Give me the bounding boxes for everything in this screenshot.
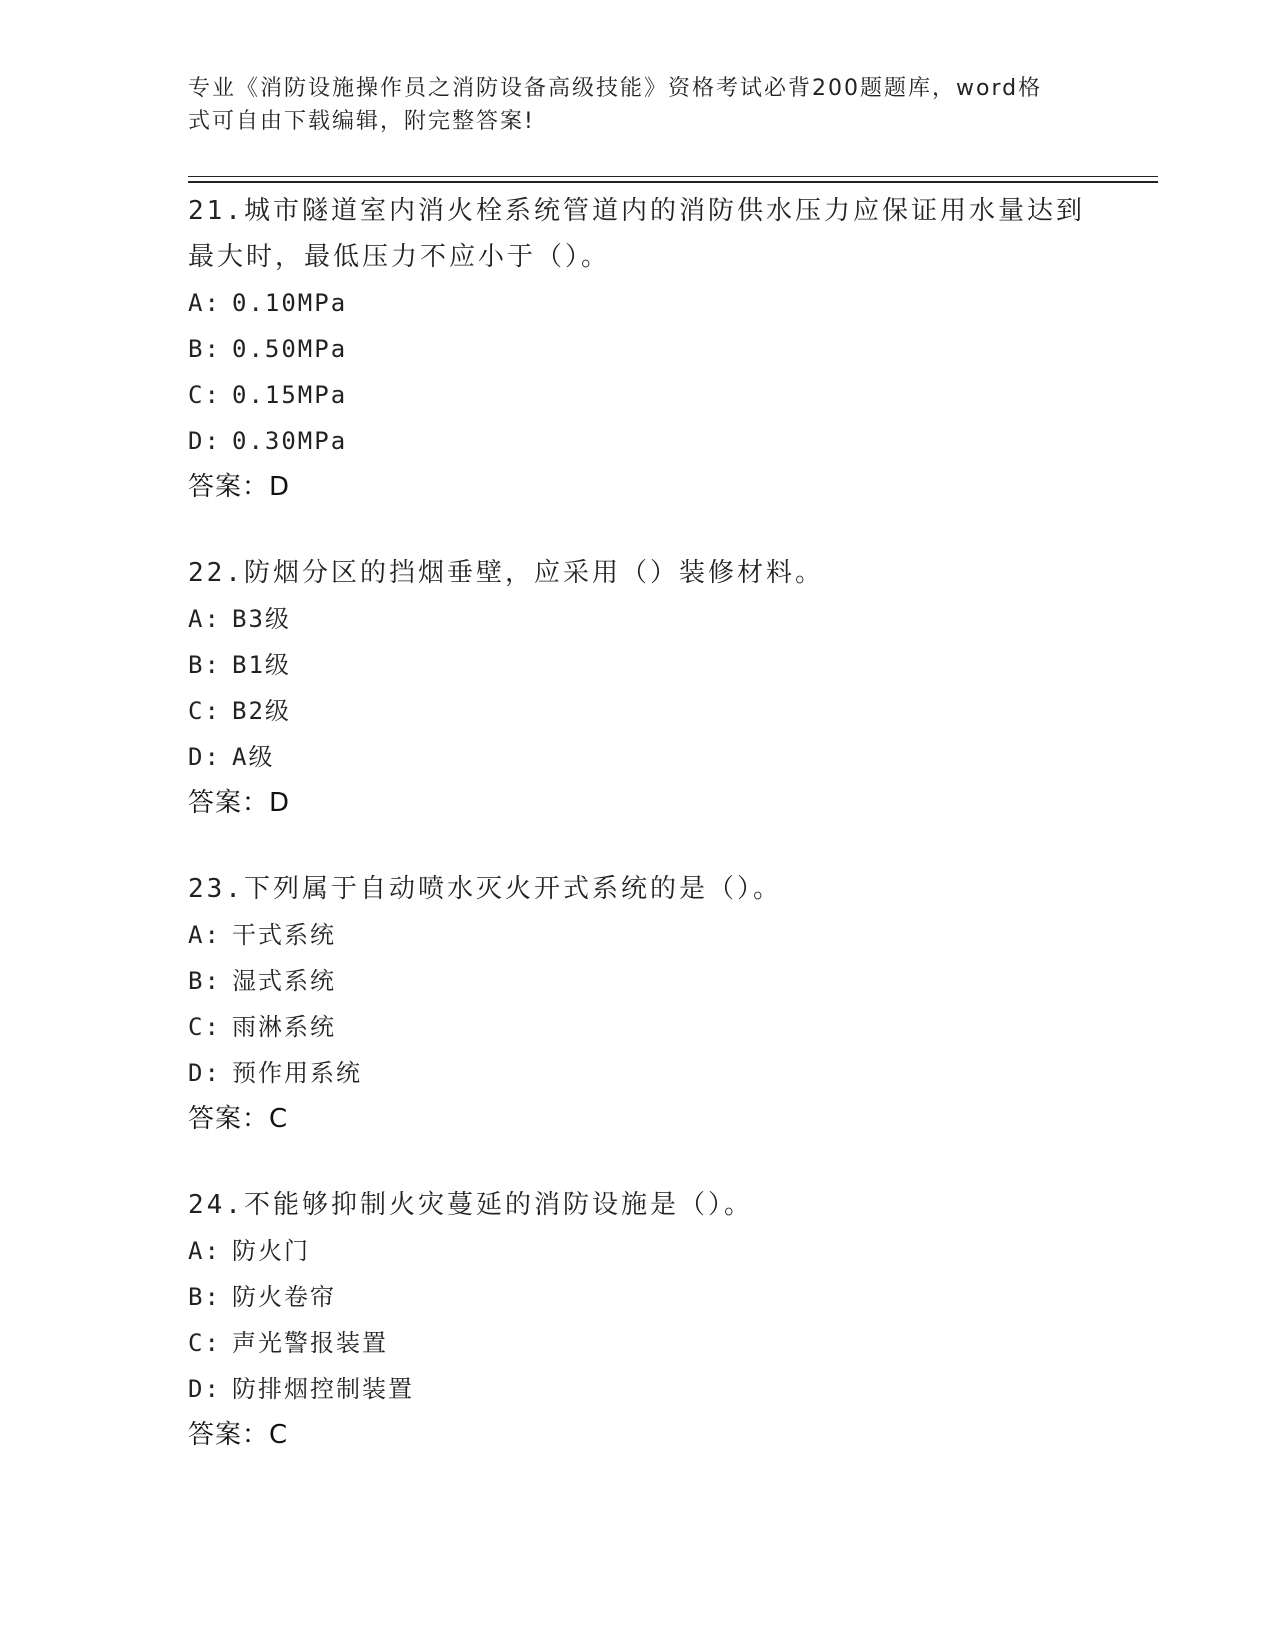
option-label: D: [188,743,221,771]
question-stem-line: 24.不能够抑制火灾蔓延的消防设施是（）。 [188,1190,753,1220]
option-c [188,688,1088,734]
option-b [188,1274,1088,1320]
header-line-2: 式可自由下载编辑，附完整答案! [188,109,535,134]
question-23 [188,866,1088,1142]
option-label: C: [188,381,221,409]
option-text: 0.10MPa [232,289,348,317]
option-text: 干式系统 [232,921,336,949]
option-label: C: [188,1329,221,1357]
option-d [188,1050,1088,1096]
option-text: 0.50MPa [232,335,348,363]
option-text: 防排烟控制装置 [232,1375,414,1403]
option-label: B: [188,335,221,363]
option-a [188,280,1088,326]
question-stem-line: 最大时，最低压力不应小于（）。 [188,242,611,272]
question-list [188,188,1088,1498]
option-label: A: [188,289,221,317]
answer-line: 答案：D [188,472,291,502]
option-label: D: [188,1059,221,1087]
option-label: D: [188,427,221,455]
option-text: 0.15MPa [232,381,348,409]
option-text: B1级 [232,651,291,679]
option-d [188,1366,1088,1412]
option-label: A: [188,1237,221,1265]
option-label: C: [188,1013,221,1041]
option-c [188,372,1088,418]
option-b [188,326,1088,372]
option-label: B: [188,651,221,679]
option-text: B2级 [232,697,291,725]
option-c [188,1004,1088,1050]
question-24 [188,1182,1088,1458]
document-header [188,72,1068,138]
option-text: 声光警报装置 [232,1329,388,1357]
option-text: 预作用系统 [232,1059,362,1087]
option-label: A: [188,605,221,633]
question-22 [188,550,1088,826]
option-text: 湿式系统 [232,967,336,995]
option-b [188,642,1088,688]
option-text: 防火门 [232,1237,310,1265]
option-label: B: [188,1283,221,1311]
option-a [188,596,1088,642]
answer-line: 答案：D [188,788,291,818]
question-stem-line: 22.防烟分区的挡烟垂壁，应采用（）装修材料。 [188,558,824,588]
option-label: C: [188,697,221,725]
option-a [188,1228,1088,1274]
option-c [188,1320,1088,1366]
option-a [188,912,1088,958]
answer-line: 答案：C [188,1104,289,1134]
header-line-1: 专业《消防设施操作员之消防设备高级技能》资格考试必背200题题库，word格 [188,76,1043,101]
option-text: 0.30MPa [232,427,348,455]
option-d [188,734,1088,780]
header-divider-thick [188,181,1158,183]
question-stem-line: 21.城市隧道室内消火栓系统管道内的消防供水压力应保证用水量达到 [188,196,1085,226]
option-text: 防火卷帘 [232,1283,336,1311]
question-21 [188,188,1088,510]
option-d [188,418,1088,464]
option-label: D: [188,1375,221,1403]
option-b [188,958,1088,1004]
answer-line: 答案：C [188,1420,289,1450]
option-text: 雨淋系统 [232,1013,336,1041]
option-label: B: [188,967,221,995]
question-stem-line: 23.下列属于自动喷水灭火开式系统的是（）。 [188,874,782,904]
header-divider-thin [188,176,1158,177]
option-text: A级 [232,743,275,771]
option-text: B3级 [232,605,291,633]
option-label: A: [188,921,221,949]
